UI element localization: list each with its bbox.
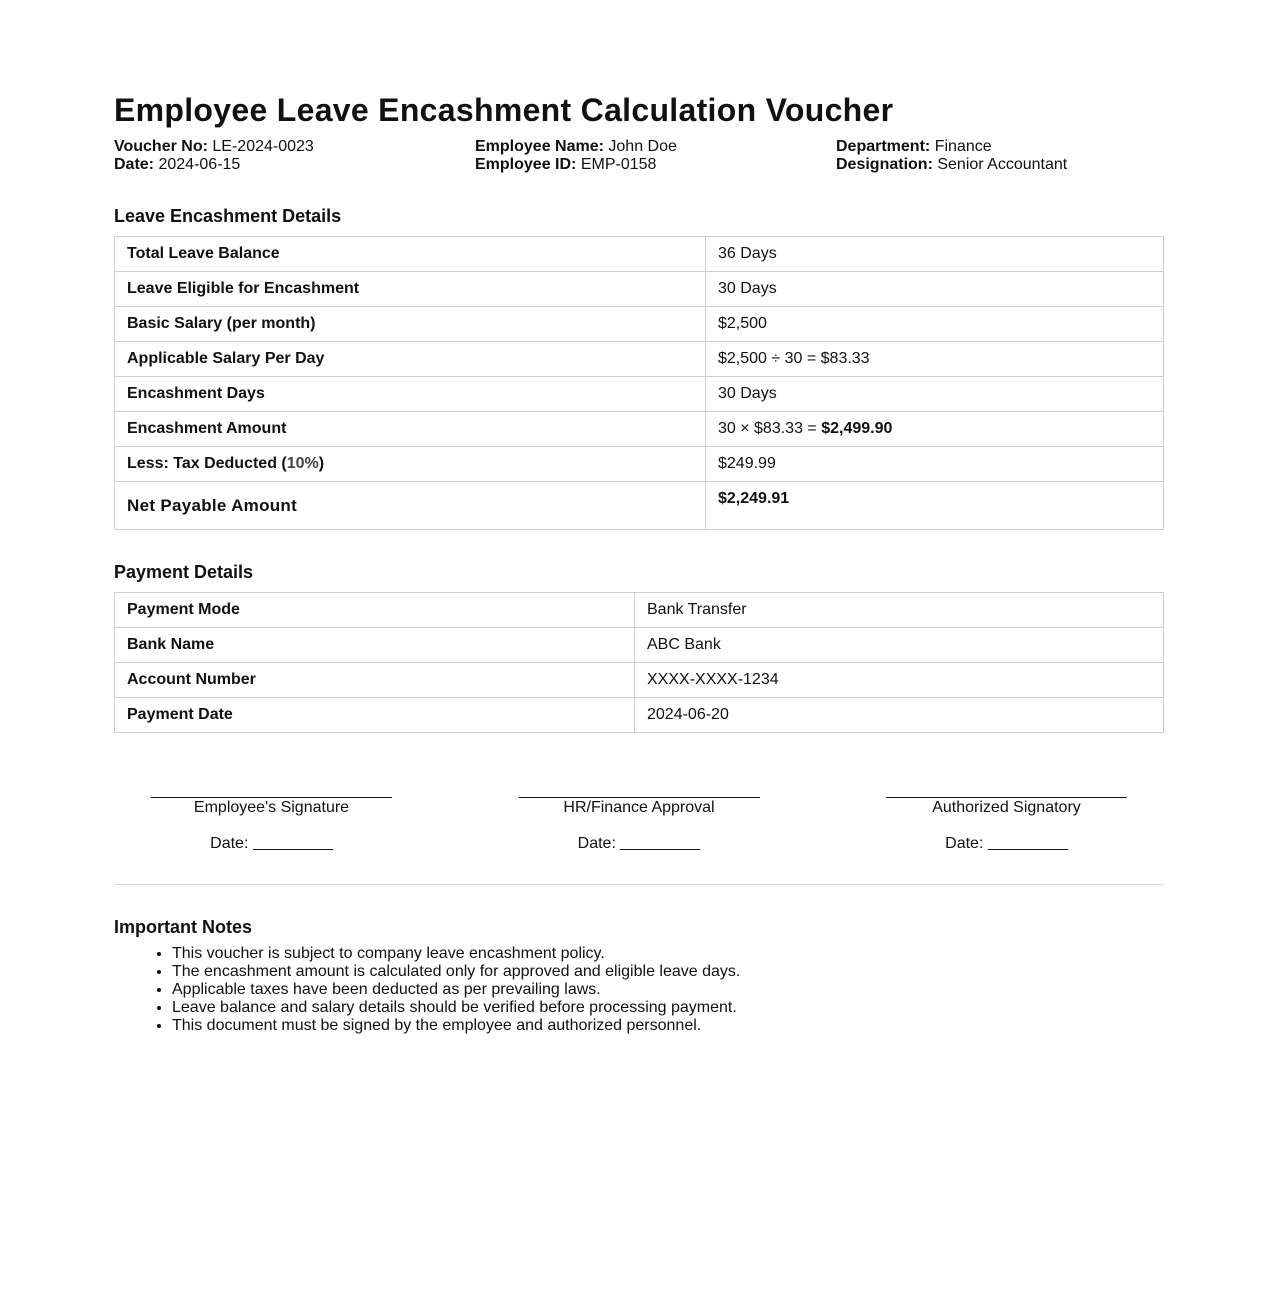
row-value: 36 Days (706, 237, 1164, 272)
employee-id-value: EMP-0158 (580, 156, 657, 173)
row-value: ABC Bank (635, 628, 1164, 663)
net-payable-label: Net Payable Amount (115, 482, 706, 530)
table-row (115, 377, 1164, 412)
row-label: Basic Salary (per month) (115, 307, 706, 342)
signature-line (886, 797, 1127, 798)
section-divider (114, 884, 1164, 885)
employee-id-line (475, 156, 836, 174)
row-label: Encashment Days (115, 377, 706, 412)
signature-date (151, 835, 392, 853)
date-label: Date: (114, 156, 155, 173)
employee-name-line (475, 138, 836, 156)
department-label: Department: (836, 138, 931, 155)
voucher-page (114, 0, 1164, 1035)
date-blank-line (988, 835, 1068, 850)
row-value: $2,500 (706, 307, 1164, 342)
voucher-no-value: LE-2024-0023 (212, 138, 314, 155)
voucher-meta (114, 138, 1164, 174)
row-label: Payment Date (115, 698, 635, 733)
table-row (115, 698, 1164, 733)
employee-id-label: Employee ID: (475, 156, 577, 173)
voucher-no-line (114, 138, 475, 156)
row-label: Account Number (115, 663, 635, 698)
row-label: Encashment Amount (115, 412, 706, 447)
signature-date (519, 835, 760, 853)
authorized-signature-block (886, 797, 1127, 853)
signature-line (151, 797, 392, 798)
date-blank-line (620, 835, 700, 850)
table-row (115, 272, 1164, 307)
tax-label (115, 447, 706, 482)
signature-line (519, 797, 760, 798)
table-row (115, 628, 1164, 663)
leave-details-table (114, 236, 1164, 530)
meta-col-department (836, 138, 1164, 174)
meta-col-voucher (114, 138, 475, 174)
row-label: Total Leave Balance (115, 237, 706, 272)
notes-heading: Important Notes (114, 917, 253, 937)
employee-name-label: Employee Name: (475, 138, 604, 155)
date-line (114, 156, 475, 174)
tax-rate: 10% (286, 455, 319, 472)
table-row (115, 593, 1164, 628)
payment-section-heading: Payment Details (114, 562, 254, 582)
tax-label-close: ) (318, 455, 325, 472)
voucher-no-label: Voucher No: (114, 138, 208, 155)
row-value: 30 Days (706, 272, 1164, 307)
list-item: • Leave balance and salary details should be verified before processing payment. (172, 999, 1164, 1017)
leave-section-heading: Leave Encashment Details (114, 206, 342, 226)
notes-list (114, 945, 1164, 1035)
encashment-amount-value (706, 412, 1164, 447)
designation-value: Senior Accountant (937, 156, 1068, 173)
encashment-amount: $2,499.90 (821, 420, 893, 437)
page-title: Employee Leave Encashment Calculation Voucher (114, 92, 894, 128)
meta-col-employee (475, 138, 836, 174)
signature-date-label: Date: (945, 835, 988, 852)
table-row (115, 307, 1164, 342)
table-row (115, 447, 1164, 482)
signature-caption: Employee's Signature (193, 799, 350, 816)
list-item: • The encashment amount is calculated only for approved and eligible leave days. (172, 963, 1164, 981)
payment-details-table (114, 592, 1164, 733)
row-label: Bank Name (115, 628, 635, 663)
net-payable-row (115, 482, 1164, 530)
signature-date-label: Date: (577, 835, 621, 852)
signature-date (886, 835, 1127, 853)
date-blank-line (253, 835, 333, 850)
date-value: 2024-06-15 (158, 156, 241, 173)
row-value: 30 Days (706, 377, 1164, 412)
employee-name-value: John Doe (608, 138, 677, 155)
table-row (115, 663, 1164, 698)
row-value: Bank Transfer (635, 593, 1164, 628)
row-value: 2024-06-20 (635, 698, 1164, 733)
employee-signature-block (151, 797, 392, 853)
row-label: Applicable Salary Per Day (115, 342, 706, 377)
encashment-formula: 30 × $83.33 = (718, 420, 822, 437)
signature-section (114, 797, 1164, 853)
signature-date-label: Date: (210, 835, 253, 852)
table-row (115, 342, 1164, 377)
row-value: $2,500 ÷ 30 = $83.33 (706, 342, 1164, 377)
net-payable-value: $2,249.91 (706, 482, 1164, 530)
designation-label: Designation: (836, 156, 933, 173)
list-item: • This document must be signed by the employee and authorized personnel. (172, 1017, 1164, 1035)
signature-caption: HR/Finance Approval (563, 799, 715, 816)
department-line (836, 138, 1164, 156)
hr-finance-signature-block (519, 797, 760, 853)
list-item: • Applicable taxes have been deducted as per prevailing laws. (172, 981, 1164, 999)
table-row (115, 412, 1164, 447)
signature-caption: Authorized Signatory (932, 799, 1081, 816)
row-label: Payment Mode (115, 593, 635, 628)
designation-line (836, 156, 1164, 174)
tax-label-text: Less: Tax Deducted ( (127, 455, 287, 472)
row-label: Leave Eligible for Encashment (115, 272, 706, 307)
department-value: Finance (934, 138, 992, 155)
list-item: • This voucher is subject to company leave encashment policy. (172, 945, 1164, 963)
table-row (115, 237, 1164, 272)
row-value: $249.99 (706, 447, 1164, 482)
row-value: XXXX-XXXX-1234 (635, 663, 1164, 698)
